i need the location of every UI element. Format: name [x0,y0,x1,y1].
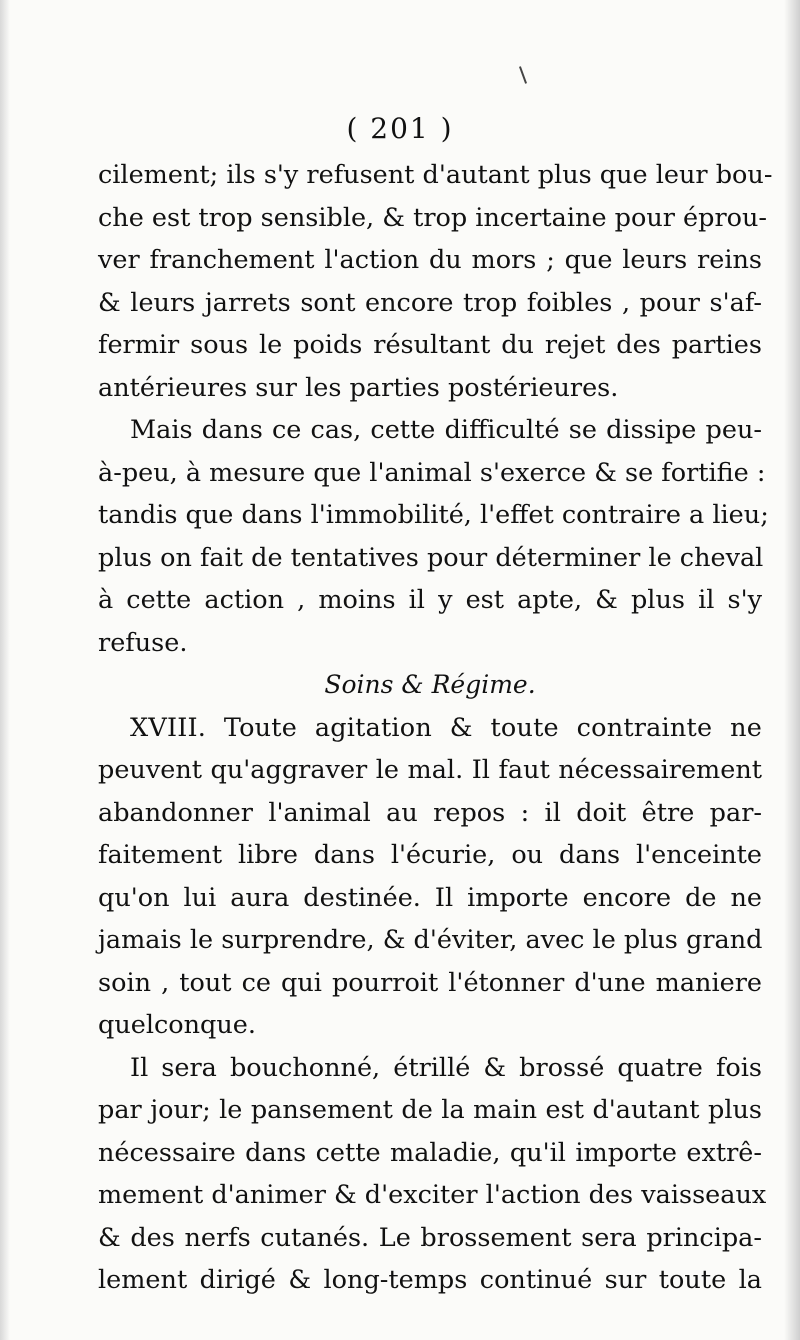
text-line: mement d'animer & d'exciter l'action des vaisseaux [98,1180,767,1210]
text-line: che est trop sensible, & trop incertaine pour éprou- [98,202,768,233]
paragraph-4 [98,1047,767,1302]
text-line: quelconque. [98,1010,256,1040]
body-text [98,154,773,1302]
text-line: XVIII. Toute agitation & toute contrainte ne [130,712,762,743]
text-line: jamais le surprendre, & d'éviter, avec le plus grand [98,925,763,955]
text-line: & des nerfs cutanés. Le brossement sera principa- [98,1222,762,1253]
paragraph-2 [98,409,769,664]
text-line: cilement; ils s'y refusent d'autant plus que leur bou- [98,160,773,190]
text-line: tandis que dans l'immobilité, l'effet contraire a lieu; [98,500,769,530]
text-line: antérieures sur les parties postérieures. [98,372,619,403]
text-line: à cette action , moins il y est apte, & plus il s'y [98,585,762,615]
text-line: nécessaire dans cette maladie, qu'il importe extrê- [98,1137,762,1168]
text-line: abandonner l'animal au repos : il doit être par- [98,797,762,828]
text-line: plus on fait de tentatives pour déterminer le cheval [98,542,764,573]
text-line: & leurs jarrets sont encore trop foibles , pour s'af- [98,287,762,318]
paragraph-1 [98,154,773,409]
page-right-edge-shadow [784,0,800,1340]
text-line: à-peu, à mesure que l'animal s'exerce & se fortifie : [98,457,766,488]
page-left-edge-shadow [0,0,10,1340]
section-heading: Soins & Régime. [324,670,536,699]
text-line: qu'on lui aura destinée. Il importe encore de ne [98,882,762,913]
page-number: ( 201 ) [346,112,454,145]
paragraph-3 [98,707,762,1047]
text-line: ver franchement l'action du mors ; que leurs reins [98,245,762,275]
text-line: faitement libre dans l'écurie, ou dans l'enceinte [98,840,762,870]
text-line: lement dirigé & long-temps continué sur toute la [98,1265,762,1295]
text-line: fermir sous le poids résultant du rejet des parties [98,330,762,360]
ink-speck [519,66,527,84]
text-line: soin , tout ce qui pourroit l'étonner d'une maniere [98,967,762,998]
text-line: refuse. [98,627,188,658]
text-line: Mais dans ce cas, cette difficulté se dissipe peu- [130,415,762,445]
text-line: par jour; le pansement de la main est d'autant plus [98,1095,762,1125]
text-line: peuvent qu'aggraver le mal. Il faut nécessairement [98,755,762,785]
text-line: Il sera bouchonné, étrillé & brossé quatre fois [130,1052,762,1083]
